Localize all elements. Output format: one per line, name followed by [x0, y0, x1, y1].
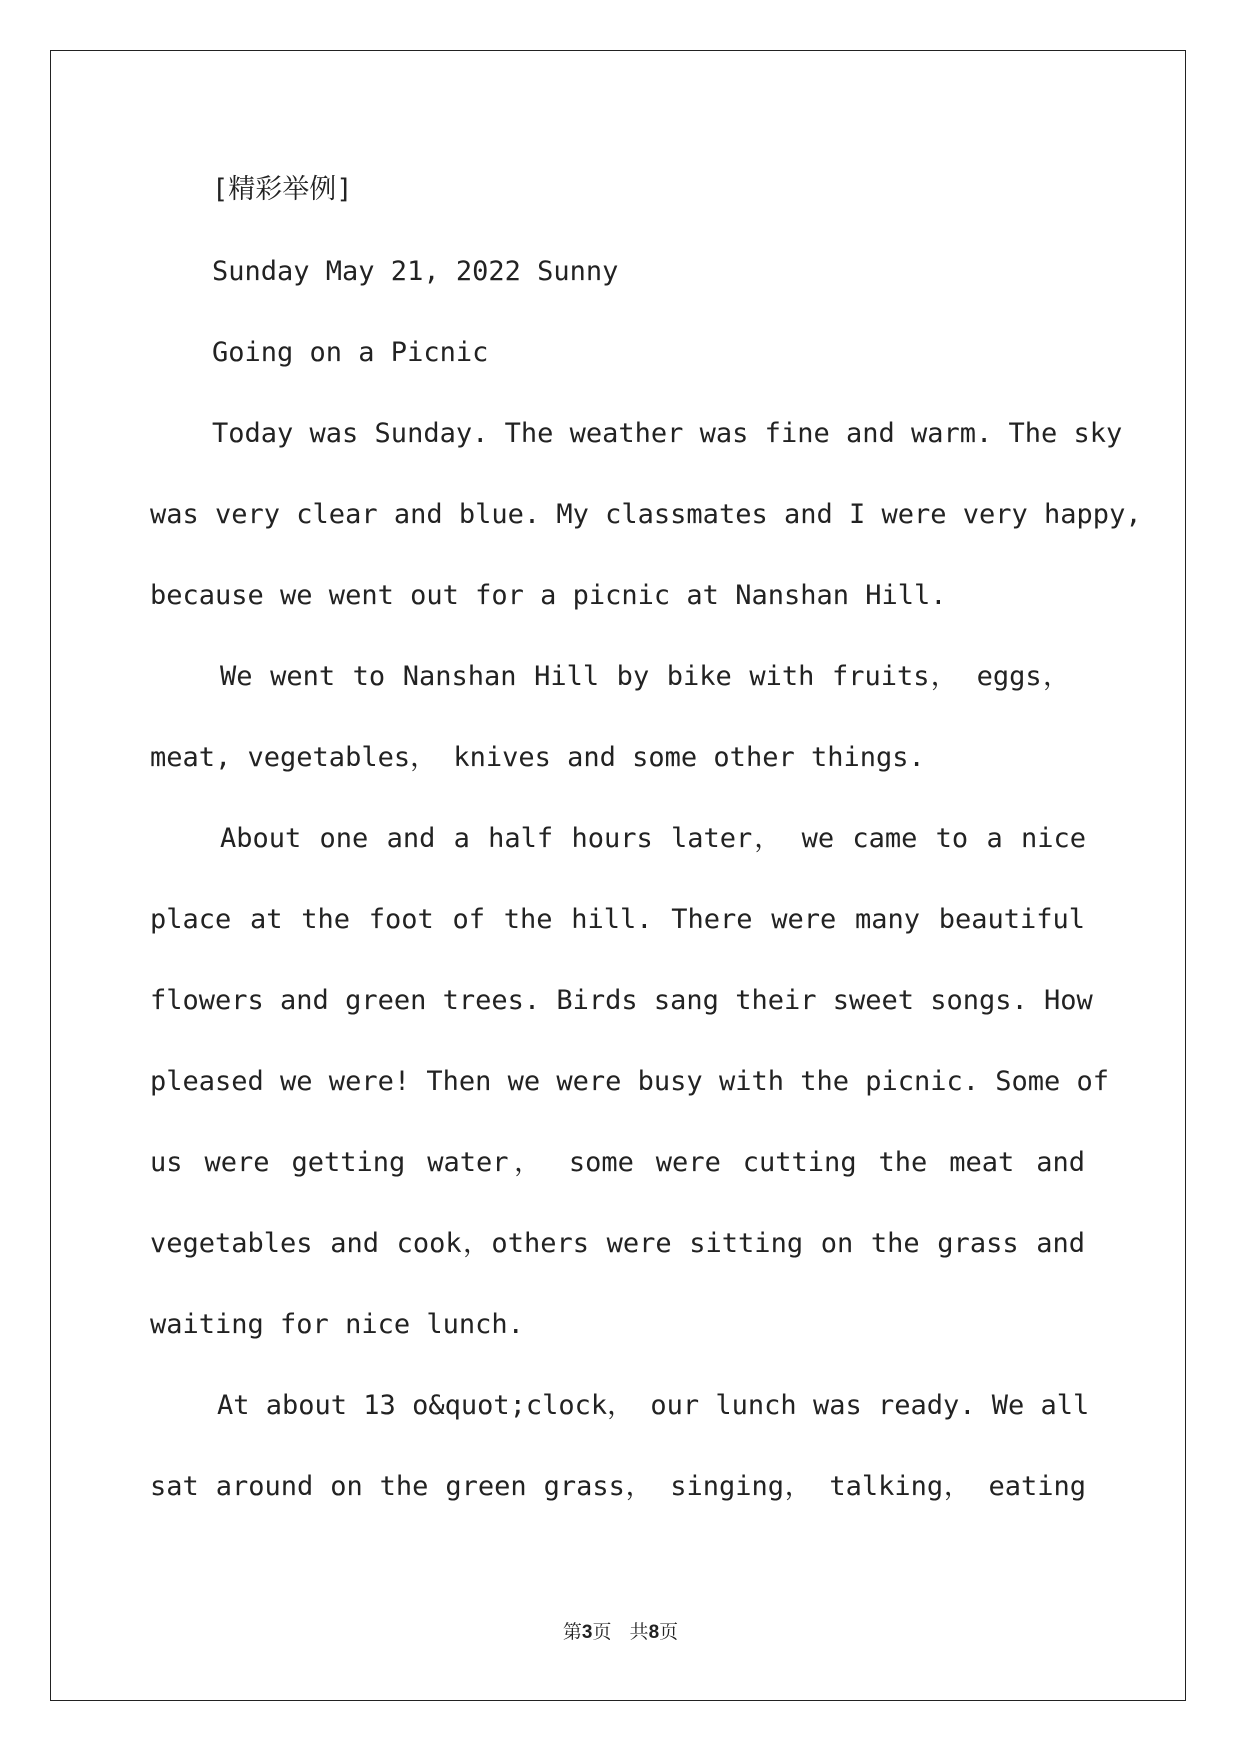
text-line: waiting for nice lunch.: [150, 1309, 524, 1340]
text-line: Today was Sunday. The weather was fine and warm. The sky: [212, 418, 1123, 449]
footer-prefix: 第: [562, 1621, 582, 1643]
current-page-number: 3: [581, 1622, 593, 1643]
date-line: Sunday May 21, 2022 Sunny: [212, 256, 619, 287]
text-line: flowers and green trees. Birds sang their sweet songs. How: [150, 985, 1093, 1016]
section-tag: [精彩举例]: [212, 174, 353, 205]
text-line: sat around on the green grass， singing， talking， eating: [150, 1471, 1086, 1502]
text-line: because we went out for a picnic at Nanshan Hill.: [150, 580, 947, 611]
text-line: At about 13 o&quot;clock， our lunch was ready. We all: [217, 1390, 1090, 1421]
text-line: was very clear and blue. My classmates and I were very happy,: [150, 499, 1142, 530]
essay-title: Going on a Picnic: [212, 337, 489, 368]
text-line: us were getting water， some were cutting the meat and: [150, 1147, 1085, 1178]
footer-suffix: 页: [659, 1621, 679, 1643]
page-footer: [0, 1623, 1241, 1642]
text-line: vegetables and cook，others were sitting on the grass and: [150, 1228, 1085, 1259]
text-line: place at the foot of the hill. There were many beautiful: [150, 904, 1085, 935]
text-line: We went to Nanshan Hill by bike with fruits， eggs，: [220, 661, 1070, 692]
footer-mid: 页 共: [592, 1621, 649, 1643]
total-pages-number: 8: [648, 1622, 660, 1643]
text-line: meat, vegetables， knives and some other things.: [150, 742, 925, 773]
text-line: About one and a half hours later， we came to a nice: [220, 823, 1086, 854]
text-line: pleased we were! Then we were busy with the picnic. Some of: [150, 1066, 1110, 1097]
page-border: [50, 50, 1186, 1701]
